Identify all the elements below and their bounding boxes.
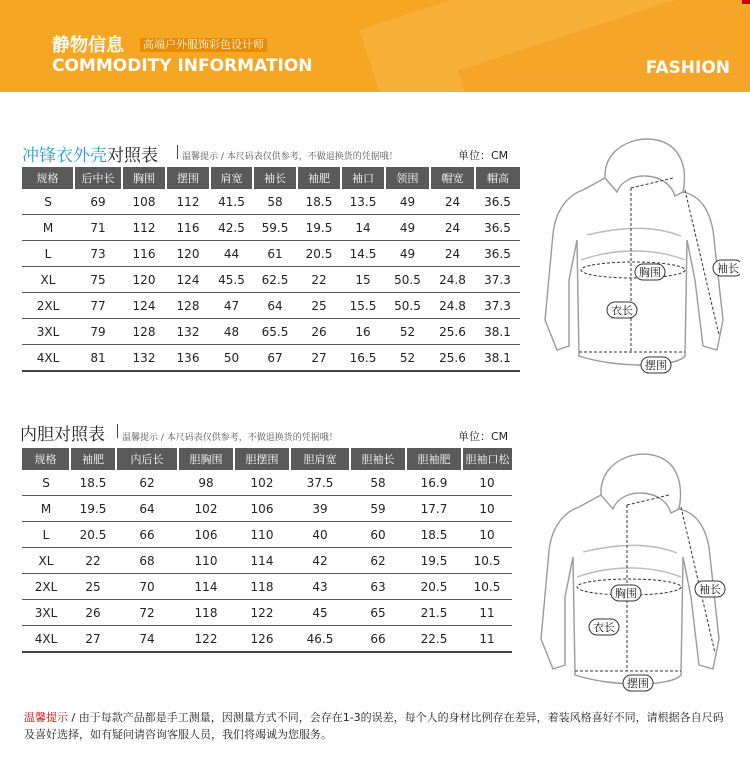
table-cell: 62 — [350, 548, 406, 574]
table-cell: 16.9 — [406, 470, 462, 496]
table-cell: 20.5 — [70, 522, 116, 548]
table-cell: 16 — [341, 319, 385, 345]
table-cell: 68 — [116, 548, 178, 574]
table-cell: 24 — [430, 189, 475, 215]
table-cell: 122 — [178, 626, 234, 653]
table-cell: 49 — [385, 241, 430, 267]
table-cell: 25.6 — [430, 319, 475, 345]
table-cell: 2XL — [22, 574, 70, 600]
column-header: 胆袖肥 — [406, 448, 462, 470]
table-cell: 116 — [122, 241, 166, 267]
table-cell: XL — [22, 267, 74, 293]
table-cell: 19.5 — [70, 496, 116, 522]
title-separator — [117, 424, 118, 438]
outer-table-title — [22, 141, 158, 166]
table-cell: 36.5 — [475, 241, 520, 267]
column-header: 袖肥 — [297, 167, 341, 189]
table-cell: 128 — [166, 293, 210, 319]
column-header: 帽高 — [475, 167, 520, 189]
table-cell: 45.5 — [210, 267, 253, 293]
table-cell: 14 — [341, 215, 385, 241]
table-cell: 71 — [74, 215, 122, 241]
table-row — [22, 215, 520, 241]
table-row — [22, 626, 512, 653]
table-cell: 66 — [116, 522, 178, 548]
table-cell: 4XL — [22, 345, 74, 372]
table-cell: 75 — [74, 267, 122, 293]
banner-subtitle: 高端户外服饰彩色设计师 — [140, 38, 267, 52]
table-cell: 19.5 — [406, 548, 462, 574]
table-cell: 42 — [290, 548, 350, 574]
table-cell: 59 — [350, 496, 406, 522]
table-row — [22, 189, 520, 215]
table-cell: 3XL — [22, 600, 70, 626]
table-cell: 108 — [122, 189, 166, 215]
table-cell: 20.5 — [297, 241, 341, 267]
table-cell: 98 — [178, 470, 234, 496]
table-cell: 38.1 — [475, 345, 520, 372]
corner-mark — [742, 0, 750, 4]
table-cell: 58 — [253, 189, 297, 215]
table-cell: 52 — [385, 319, 430, 345]
table-cell: 24 — [430, 215, 475, 241]
table-cell: 40 — [290, 522, 350, 548]
table-cell: 10 — [462, 522, 512, 548]
table-cell: 16.5 — [341, 345, 385, 372]
table-row — [22, 267, 520, 293]
table-cell: 66 — [350, 626, 406, 653]
outer-size-table — [22, 167, 520, 372]
table-cell: XL — [22, 548, 70, 574]
table-cell: 37.5 — [290, 470, 350, 496]
column-header: 胆胸围 — [178, 448, 234, 470]
table-cell: 24.8 — [430, 293, 475, 319]
table-cell: 118 — [234, 574, 290, 600]
table-cell: S — [22, 189, 74, 215]
table-cell: 112 — [166, 189, 210, 215]
table-cell: 132 — [166, 319, 210, 345]
inner-table-title: 内胆对照表 — [20, 425, 105, 445]
column-header: 胆袖口松 — [462, 448, 512, 470]
outer-hem-label: 摆围 — [645, 359, 667, 372]
outer-jacket-diagram — [535, 130, 740, 375]
table-cell: M — [22, 496, 70, 522]
table-cell: 46.5 — [290, 626, 350, 653]
footer-notice — [24, 709, 734, 743]
table-cell: 2XL — [22, 293, 74, 319]
column-header: 后中长 — [74, 167, 122, 189]
inner-length-label: 衣长 — [593, 621, 615, 634]
table-cell: 15.5 — [341, 293, 385, 319]
table-cell: 21.5 — [406, 600, 462, 626]
table-cell: 10.5 — [462, 574, 512, 600]
table-cell: 13.5 — [341, 189, 385, 215]
table-cell: 15 — [341, 267, 385, 293]
column-header: 袖口 — [341, 167, 385, 189]
inner-sleeve-label: 袖长 — [699, 583, 721, 596]
table-cell: 17.7 — [406, 496, 462, 522]
table-cell: 60 — [350, 522, 406, 548]
table-cell: 27 — [297, 345, 341, 372]
inner-size-note: 温馨提示 / 本尺码表仅供参考，不做退换货的凭据哦！ — [122, 433, 338, 443]
table-cell: 50.5 — [385, 267, 430, 293]
column-header: 肩宽 — [210, 167, 253, 189]
table-cell: 25.6 — [430, 345, 475, 372]
table-cell: 114 — [234, 548, 290, 574]
table-cell: 22.5 — [406, 626, 462, 653]
table-cell: 62 — [116, 470, 178, 496]
banner-fashion-label: FASHION — [645, 58, 730, 78]
outer-title-rest: 对照表 — [107, 146, 158, 166]
footer-warning-label: 温馨提示 — [24, 711, 68, 724]
table-cell: 63 — [350, 574, 406, 600]
column-header: 袖长 — [253, 167, 297, 189]
column-header: 胆摆围 — [234, 448, 290, 470]
table-cell: 120 — [122, 267, 166, 293]
table-cell: S — [22, 470, 70, 496]
table-cell: 19.5 — [297, 215, 341, 241]
table-cell: 37.3 — [475, 267, 520, 293]
inner-unit-label: 单位：CM — [458, 430, 509, 443]
table-cell: 36.5 — [475, 189, 520, 215]
table-cell: 114 — [178, 574, 234, 600]
table-cell: 20.5 — [406, 574, 462, 600]
table-cell: 47 — [210, 293, 253, 319]
table-row — [22, 293, 520, 319]
table-cell: 26 — [70, 600, 116, 626]
table-cell: 45 — [290, 600, 350, 626]
column-header: 胸围 — [122, 167, 166, 189]
table-cell: 14.5 — [341, 241, 385, 267]
table-row — [22, 548, 512, 574]
table-cell: 110 — [178, 548, 234, 574]
inner-hem-label: 摆围 — [627, 677, 649, 690]
table-cell: 106 — [234, 496, 290, 522]
table-row — [22, 522, 512, 548]
outer-unit-label: 单位：CM — [458, 149, 509, 162]
table-cell: 102 — [178, 496, 234, 522]
table-cell: 36.5 — [475, 215, 520, 241]
table-cell: 112 — [122, 215, 166, 241]
inner-chest-label: 胸围 — [615, 587, 637, 600]
table-cell: L — [22, 522, 70, 548]
table-cell: 126 — [234, 626, 290, 653]
table-cell: 38.1 — [475, 319, 520, 345]
outer-size-note: 温馨提示 / 本尺码表仅供参考，不做退换货的凭据哦！ — [182, 152, 398, 162]
table-cell: 41.5 — [210, 189, 253, 215]
header-banner — [0, 0, 750, 92]
table-row — [22, 470, 512, 496]
table-cell: 124 — [122, 293, 166, 319]
table-cell: 39 — [290, 496, 350, 522]
table-cell: L — [22, 241, 74, 267]
table-cell: 69 — [74, 189, 122, 215]
table-cell: 118 — [178, 600, 234, 626]
banner-english-title: COMMODITY INFORMATION — [52, 56, 313, 76]
table-cell: 4XL — [22, 626, 70, 653]
column-header: 内后长 — [116, 448, 178, 470]
table-cell: 48 — [210, 319, 253, 345]
column-header: 规格 — [22, 448, 70, 470]
column-header: 胆袖长 — [350, 448, 406, 470]
table-cell: 42.5 — [210, 215, 253, 241]
table-cell: 106 — [178, 522, 234, 548]
banner-title: 静物信息 — [52, 35, 124, 56]
table-cell: 58 — [350, 470, 406, 496]
column-header: 帽宽 — [430, 167, 475, 189]
table-cell: 64 — [253, 293, 297, 319]
column-header: 袖肥 — [70, 448, 116, 470]
table-cell: 110 — [234, 522, 290, 548]
table-cell: 79 — [74, 319, 122, 345]
table-cell: 77 — [74, 293, 122, 319]
inner-size-table — [22, 448, 512, 653]
table-cell: 72 — [116, 600, 178, 626]
table-cell: 26 — [297, 319, 341, 345]
table-cell: 116 — [166, 215, 210, 241]
table-cell: 65 — [350, 600, 406, 626]
table-cell: 65.5 — [253, 319, 297, 345]
table-cell: 120 — [166, 241, 210, 267]
table-row — [22, 574, 512, 600]
table-cell: 25 — [70, 574, 116, 600]
table-cell: 132 — [122, 345, 166, 372]
table-cell: 22 — [70, 548, 116, 574]
table-cell: 24.8 — [430, 267, 475, 293]
table-cell: 11 — [462, 626, 512, 653]
table-cell: 52 — [385, 345, 430, 372]
table-cell: 27 — [70, 626, 116, 653]
table-cell: 74 — [116, 626, 178, 653]
table-cell: 43 — [290, 574, 350, 600]
table-cell: 10 — [462, 496, 512, 522]
column-header: 规格 — [22, 167, 74, 189]
table-cell: 124 — [166, 267, 210, 293]
table-cell: 18.5 — [70, 470, 116, 496]
table-cell: 59.5 — [253, 215, 297, 241]
table-cell: 81 — [74, 345, 122, 372]
inner-jacket-diagram — [527, 445, 737, 695]
table-row — [22, 496, 512, 522]
column-header: 摆围 — [166, 167, 210, 189]
table-cell: 61 — [253, 241, 297, 267]
table-cell: 10 — [462, 470, 512, 496]
table-row — [22, 319, 520, 345]
table-cell: 64 — [116, 496, 178, 522]
inner-table-header — [22, 448, 512, 470]
footer-notice-text: / 由于每款产品都是手工测量，因测量方式不同，会存在1-3的误差，每个人的身材比例存在差异，着装风格喜好不同，请根据各自尺码及喜好选择，如有疑问请咨询客服人员，我们将竭诚为您服务。 — [24, 711, 724, 741]
outer-length-label: 衣长 — [611, 304, 633, 317]
table-cell: 122 — [234, 600, 290, 626]
outer-table-header — [22, 167, 520, 189]
table-row — [22, 241, 520, 267]
table-cell: 22 — [297, 267, 341, 293]
table-cell: 67 — [253, 345, 297, 372]
table-cell: 73 — [74, 241, 122, 267]
column-header: 胆肩宽 — [290, 448, 350, 470]
table-cell: 18.5 — [297, 189, 341, 215]
table-cell: 10.5 — [462, 548, 512, 574]
table-cell: 102 — [234, 470, 290, 496]
table-row — [22, 600, 512, 626]
table-cell: 24 — [430, 241, 475, 267]
table-row — [22, 345, 520, 372]
table-cell: 50 — [210, 345, 253, 372]
title-separator — [177, 145, 178, 159]
table-cell: 3XL — [22, 319, 74, 345]
table-cell: 37.3 — [475, 293, 520, 319]
table-cell: 62.5 — [253, 267, 297, 293]
table-cell: 44 — [210, 241, 253, 267]
table-cell: 18.5 — [406, 522, 462, 548]
table-cell: 70 — [116, 574, 178, 600]
table-cell: 49 — [385, 215, 430, 241]
table-cell: 11 — [462, 600, 512, 626]
outer-title-highlight: 冲锋衣外壳 — [22, 146, 107, 166]
table-cell: 136 — [166, 345, 210, 372]
table-cell: 128 — [122, 319, 166, 345]
table-cell: 25 — [297, 293, 341, 319]
table-cell: 49 — [385, 189, 430, 215]
outer-chest-label: 胸围 — [639, 266, 661, 279]
table-cell: M — [22, 215, 74, 241]
column-header: 领围 — [385, 167, 430, 189]
outer-sleeve-label: 袖长 — [717, 262, 739, 275]
table-cell: 50.5 — [385, 293, 430, 319]
